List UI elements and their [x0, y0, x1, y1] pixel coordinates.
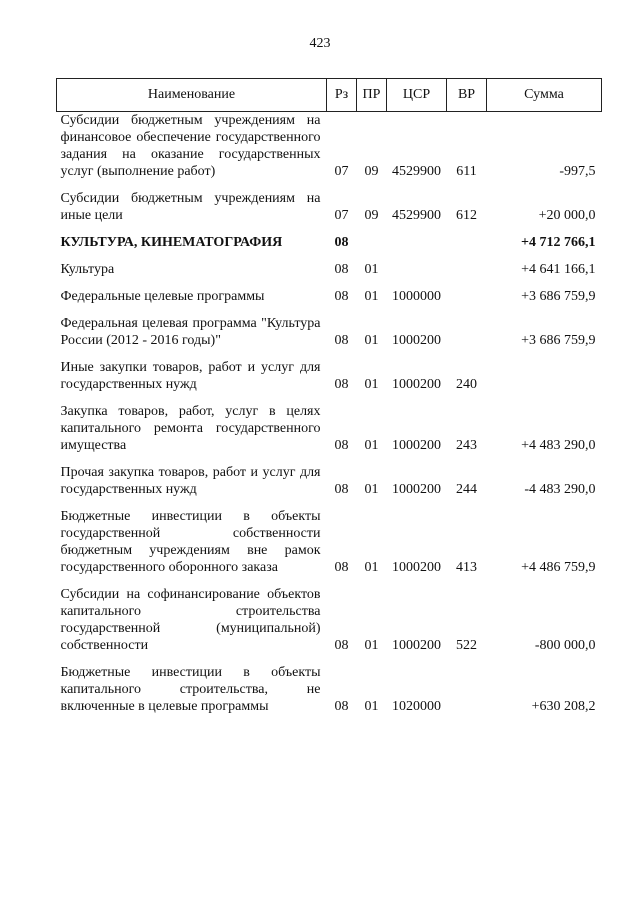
- table-body: [57, 112, 602, 716]
- cell-pr: 01: [364, 438, 379, 453]
- cell-pr: 01: [364, 262, 379, 277]
- cell-rz: 08: [334, 699, 349, 714]
- header-vr: ВР: [447, 79, 487, 112]
- cell-pr: 09: [364, 164, 379, 179]
- table-row: [57, 180, 602, 224]
- header-rz: Рз: [327, 79, 357, 112]
- table-row: [57, 278, 602, 305]
- cell-pr: 01: [364, 333, 379, 348]
- cell-pr: 09: [364, 208, 379, 223]
- cell-name: Федеральная целевая программа "Культура России (2012 - 2016 годы)": [60, 316, 321, 348]
- cell-csr: [387, 224, 447, 251]
- cell-name: Культура: [60, 262, 115, 277]
- cell-rz: 08: [334, 377, 349, 392]
- table-row: [57, 112, 602, 181]
- cell-pr: [357, 224, 387, 251]
- cell-sum: +630 208,2: [531, 699, 596, 714]
- table-row: [57, 349, 602, 393]
- page-number: 423: [309, 36, 331, 51]
- table-header: [57, 79, 602, 112]
- cell-sum: -800 000,0: [534, 638, 596, 653]
- cell-sum: +3 686 759,9: [521, 289, 596, 304]
- header-sum: Сумма: [487, 79, 602, 112]
- cell-csr: [387, 251, 447, 278]
- cell-sum: +4 712 766,1: [521, 235, 596, 250]
- table-row: [57, 305, 602, 349]
- cell-vr: [447, 654, 487, 715]
- cell-vr: 244: [456, 482, 477, 497]
- cell-pr: 01: [364, 638, 379, 653]
- cell-name: Закупка товаров, работ, услуг в целях капитального ремонта государственного имущества: [60, 404, 321, 453]
- table-row: [57, 454, 602, 498]
- cell-vr: 612: [456, 208, 477, 223]
- cell-csr: 1000200: [392, 333, 441, 348]
- cell-pr: 01: [364, 482, 379, 497]
- cell-vr: [447, 305, 487, 349]
- cell-rz: 08: [334, 289, 349, 304]
- cell-vr: [447, 224, 487, 251]
- cell-name: Прочая закупка товаров, работ и услуг для государственных нужд: [60, 465, 321, 497]
- cell-rz: 08: [334, 235, 349, 250]
- cell-sum: +4 486 759,9: [521, 560, 596, 575]
- table-row: [57, 393, 602, 454]
- cell-sum: +4 641 166,1: [521, 262, 596, 277]
- cell-vr: [447, 251, 487, 278]
- cell-rz: 07: [334, 208, 349, 223]
- cell-sum: +20 000,0: [538, 208, 596, 223]
- cell-name: Бюджетные инвестиции в объекты государственной собственности бюджетным учреждениям вне рамок государственного оборонного заказа: [60, 509, 321, 575]
- cell-csr: 1000200: [392, 377, 441, 392]
- cell-csr: 1000200: [392, 482, 441, 497]
- header-name: Наименование: [57, 79, 327, 112]
- cell-vr: [447, 278, 487, 305]
- cell-sum: -4 483 290,0: [524, 482, 596, 497]
- cell-rz: 08: [334, 638, 349, 653]
- table-row: [57, 576, 602, 654]
- cell-rz: 08: [334, 560, 349, 575]
- cell-sum: +3 686 759,9: [521, 333, 596, 348]
- cell-name: Субсидии бюджетным учреждениям на финансовое обеспечение государственного задания на оказание государственных услуг (выполнение работ): [60, 113, 321, 179]
- cell-csr: 1020000: [392, 699, 441, 714]
- header-csr: ЦСР: [387, 79, 447, 112]
- cell-vr: 413: [456, 560, 477, 575]
- table-row: [57, 654, 602, 715]
- cell-name: Бюджетные инвестиции в объекты капитального строительства, не включенные в целевые программы: [60, 665, 321, 714]
- table-row: [57, 251, 602, 278]
- cell-pr: 01: [364, 560, 379, 575]
- cell-name: КУЛЬТУРА, КИНЕМАТОГРАФИЯ: [60, 235, 283, 250]
- cell-vr: 522: [456, 638, 477, 653]
- cell-rz: 08: [334, 482, 349, 497]
- cell-vr: 611: [456, 164, 477, 179]
- cell-csr: 1000200: [392, 638, 441, 653]
- cell-rz: 08: [334, 438, 349, 453]
- cell-csr: 1000200: [392, 438, 441, 453]
- cell-rz: 07: [334, 164, 349, 179]
- cell-name: Субсидии на софинансирование объектов капитального строительства государственной (муниципальной) собственности: [60, 587, 321, 653]
- cell-csr: 1000200: [392, 560, 441, 575]
- table-row: [57, 498, 602, 576]
- cell-sum: -997,5: [559, 164, 596, 179]
- header-pr: ПР: [357, 79, 387, 112]
- cell-pr: 01: [364, 699, 379, 714]
- cell-vr: 240: [456, 377, 477, 392]
- cell-csr: 1000000: [392, 289, 441, 304]
- cell-csr: 4529900: [392, 208, 441, 223]
- cell-csr: 4529900: [392, 164, 441, 179]
- cell-name: Иные закупки товаров, работ и услуг для государственных нужд: [60, 360, 321, 392]
- cell-pr: 01: [364, 289, 379, 304]
- cell-vr: 243: [456, 438, 477, 453]
- cell-pr: 01: [364, 377, 379, 392]
- cell-rz: 08: [334, 333, 349, 348]
- cell-name: Федеральные целевые программы: [60, 289, 265, 304]
- cell-name: Субсидии бюджетным учреждениям на иные цели: [60, 191, 321, 223]
- table-row: [57, 224, 602, 251]
- cell-sum: +4 483 290,0: [521, 438, 596, 453]
- budget-table: [56, 78, 602, 715]
- cell-sum: [487, 349, 602, 393]
- cell-rz: 08: [334, 262, 349, 277]
